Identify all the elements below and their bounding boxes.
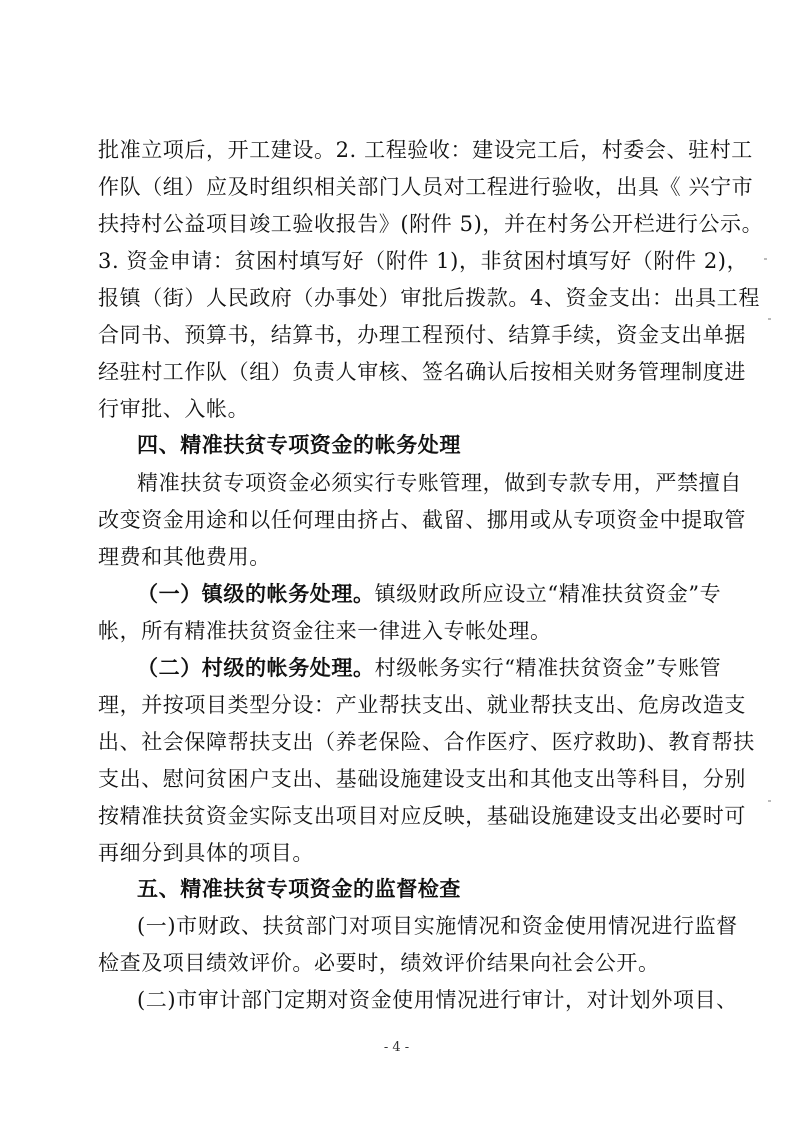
text-line — [137, 913, 749, 939]
text-segment: 精准扶贫专项资金必须实行专账管理，做到专款专用，严禁擅自 — [137, 471, 742, 495]
text-segment: 作队（组）应及时组织相关部门人员对工程进行验收，出具《 兴宁市 — [98, 175, 754, 199]
text-line — [137, 655, 749, 681]
text-line — [98, 692, 746, 718]
text-segment: 支出、慰问贫困户支出、基础设施建设支出和其他支出等科目，分别 — [98, 767, 746, 791]
scan-speck — [768, 800, 771, 802]
text-segment: 帐，所有精准扶贫资金往来一律进入专帐处理。 — [98, 619, 552, 643]
scan-speck — [768, 318, 771, 320]
text-segment: 再细分到具体的项目。 — [98, 841, 314, 865]
text-line — [98, 950, 710, 976]
text-segment: 3. 资金申请：贫困村填写好（附件 1)，非贫困村填写好（附件 2)， — [98, 249, 749, 273]
text-segment: 行审批、入帐。 — [98, 397, 250, 421]
text-line — [98, 248, 749, 274]
text-line — [137, 876, 749, 902]
text-line — [98, 137, 753, 163]
text-segment: 改变资金用途和以任何理由挤占、截留、挪用或从专项资金中提取管 — [98, 508, 746, 532]
scan-speck — [764, 258, 767, 260]
bold-text-segment: （一）镇级的帐务处理。 — [137, 581, 375, 606]
text-segment: 批准立项后，开工建设。2. 工程验收：建设完工后，村委会、驻村工 — [98, 138, 753, 162]
page-number: - 4 - — [383, 1040, 410, 1055]
bold-text-segment: 四、精准扶贫专项资金的帐务处理 — [137, 432, 461, 457]
text-line — [137, 581, 749, 607]
text-segment: 经驻村工作队（组）负责人审核、签名确认后按相关财务管理制度进 — [98, 360, 746, 384]
text-line — [98, 840, 710, 866]
text-line — [98, 507, 746, 533]
text-line — [137, 987, 749, 1013]
text-line — [98, 396, 710, 422]
text-line — [98, 618, 710, 644]
text-segment: 按精准扶贫资金实际支出项目对应反映，基础设施建设支出必要时可 — [98, 804, 746, 828]
text-line — [98, 359, 746, 385]
text-line — [98, 544, 710, 570]
bold-text-segment: 五、精准扶贫专项资金的监督检查 — [137, 876, 461, 901]
text-segment: 村级帐务实行“精准扶贫资金”专账管 — [374, 656, 722, 680]
text-line — [98, 285, 760, 311]
text-line — [98, 174, 754, 200]
text-segment: (二)市审计部门定期对资金使用情况进行审计，对计划外项目、 — [137, 988, 738, 1012]
text-segment: 合同书、预算书，结算书，办理工程预付、结算手续，资金支出单据 — [98, 323, 746, 347]
text-line — [98, 211, 764, 237]
text-line — [137, 470, 749, 496]
text-segment: 检查及项目绩效评价。必要时，绩效评价结果向社会公开。 — [98, 951, 660, 975]
text-line — [98, 729, 755, 755]
text-line — [98, 322, 746, 348]
bold-text-segment: （二）村级的帐务处理。 — [137, 655, 375, 680]
text-segment: 出、社会保障帮扶支出（养老保险、合作医疗、医疗救助)、教育帮扶 — [98, 730, 755, 754]
text-segment: 理，并按项目类型分设：产业帮扶支出、就业帮扶支出、危房改造支 — [98, 693, 746, 717]
text-segment: 理费和其他费用。 — [98, 545, 271, 569]
text-segment: 报镇（街）人民政府（办事处）审批后拨款。4、资金支出：出具工程 — [98, 286, 760, 310]
text-line — [98, 803, 746, 829]
text-line — [98, 766, 746, 792]
text-line — [137, 432, 749, 458]
text-segment: 扶持村公益项目竣工验收报告》(附件 5)，并在村务公开栏进行公示。 — [98, 212, 764, 236]
text-segment: 镇级财政所应设立“精准扶贫资金”专 — [374, 582, 722, 606]
text-segment: (一)市财政、扶贫部门对项目实施情况和资金使用情况进行监督 — [137, 914, 738, 938]
